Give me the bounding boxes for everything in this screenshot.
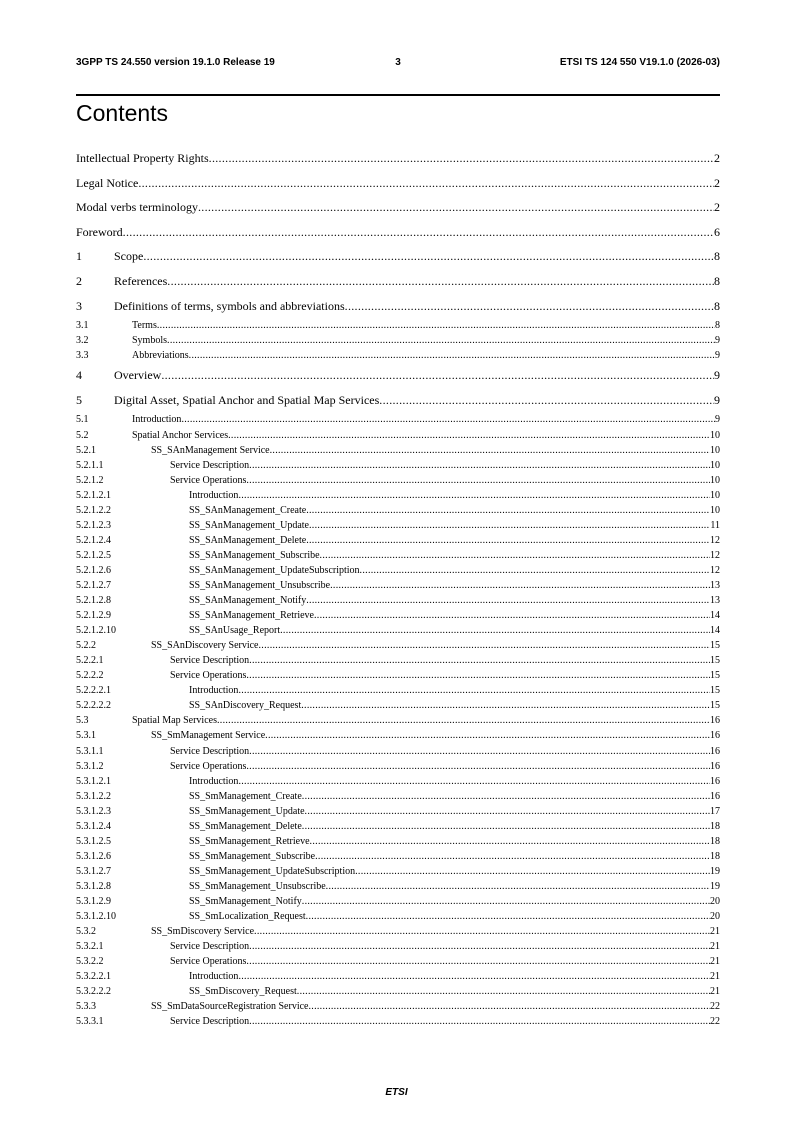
toc-entry[interactable] [76,789,720,804]
toc-entry[interactable] [76,744,720,759]
toc-entry-title: SS_SmManagement_Notify [189,895,302,907]
toc-entry-title: SS_SAnManagement_Unsubscribe [189,580,331,591]
toc-entry-page: 15 [710,700,720,712]
toc-entry-title: SS_SmLocalization_Request [189,911,306,923]
toc-dot-leader [138,171,714,196]
toc-entry-title: SS_SAnManagement_Delete [189,534,307,546]
toc-dot-leader [238,774,710,789]
toc-entry-number: 5.2.1.2.8 [76,595,111,607]
toc-entry-page: 8 [714,249,720,264]
toc-entry-page: 10 [710,429,720,441]
toc-entry-number: 5.2.1.2.6 [76,564,111,576]
toc-entry-page: 16 [710,745,720,757]
toc-dot-leader [217,713,710,728]
toc-entry[interactable] [76,924,720,939]
toc-entry-page: 13 [710,580,720,591]
toc-entry-number: 5.3.1 [76,730,96,742]
toc-entry-number: 4 [76,368,82,383]
toc-entry[interactable] [76,849,720,864]
toc-dot-leader [280,623,710,638]
toc-entry-title: Service Operations [170,760,247,772]
toc-dot-leader [161,363,714,388]
toc-entry-number: 5.3.1.2.6 [76,850,111,862]
toc-entry-title: Service Description [170,745,250,757]
toc-entry-title: Symbols [132,335,168,347]
toc-dot-leader [246,954,710,969]
toc-entry[interactable] [76,969,720,984]
toc-entry[interactable] [76,428,720,443]
toc-dot-leader [238,488,710,503]
toc-entry-title: Introduction [132,414,182,426]
toc-entry-number: 5.3.3 [76,1001,96,1013]
toc-entry-page: 8 [714,298,720,313]
toc-entry[interactable] [76,593,720,608]
toc-entry-page: 6 [714,224,720,239]
toc-dot-leader [379,388,714,413]
toc-entry-title: Service Operations [170,670,247,682]
toc-entry-number: 5.2.1.2.1 [76,489,111,501]
toc-entry-number: 5.2.1.2.5 [76,549,111,561]
toc-entry[interactable] [76,488,720,503]
toc-entry[interactable] [76,984,720,999]
toc-entry-page: 20 [710,911,720,923]
toc-entry-number: 5.3.1.2.5 [76,835,111,847]
toc-dot-leader [198,195,714,220]
toc-entry-page: 13 [710,595,720,607]
toc-entry-title: SS_SAnManagement_Create [189,504,307,516]
toc-entry-page: 8 [714,273,720,288]
toc-entry[interactable] [76,774,720,789]
toc-dot-leader [306,593,710,608]
toc-entry-title: Scope [114,249,144,264]
toc-entry[interactable] [76,894,720,909]
toc-dot-leader [249,744,710,759]
toc-dot-leader [302,894,710,909]
toc-dot-leader [302,789,710,804]
toc-entry[interactable] [76,954,720,969]
toc-entry[interactable] [76,503,720,518]
toc-entry[interactable] [76,363,720,388]
toc-entry-number: 5.3.1.2.3 [76,805,111,817]
toc-entry-number: 5.2.2.2.2 [76,700,111,712]
toc-entry[interactable] [76,548,720,563]
toc-entry-page: 16 [710,760,720,772]
toc-entry-title: SS_SmManagement_Create [189,790,302,802]
toc-entry-page: 9 [715,350,720,362]
toc-entry-page: 10 [710,504,720,516]
toc-entry[interactable] [76,804,720,819]
toc-dot-leader [306,533,710,548]
toc-entry-number: 5.3.1.2.9 [76,895,111,907]
toc-entry-number: 5.3.1.2.1 [76,775,111,787]
toc-dot-leader [143,244,714,269]
toc-entry-page: 10 [710,444,720,456]
toc-entry-title: SS_SAnManagement_UpdateSubscription [189,564,360,576]
toc-entry-title: Spatial Anchor Services [132,429,229,441]
toc-entry-number: 5.3.1.2.7 [76,865,111,877]
toc-entry-page: 22 [710,1001,720,1013]
toc-entry-number: 5.3.2.1 [76,941,104,953]
toc-entry-title: Introduction [189,489,239,501]
toc-entry-number: 5.3.1.2.8 [76,880,111,892]
toc-entry-title: SS_SAnDiscovery_Request [189,700,302,712]
toc-entry[interactable] [76,999,720,1014]
toc-entry-title: SS_SAnManagement Service [151,444,270,456]
toc-entry-number: 3.3 [76,350,89,362]
header-page-number: 3 [395,57,401,68]
toc-entry-number: 5.2.2.2 [76,670,104,682]
toc-entry-page: 21 [710,971,720,983]
toc-dot-leader [249,653,710,668]
toc-entry-number: 5.2.1.2.9 [76,610,111,622]
toc-dot-leader [308,999,710,1014]
toc-entry-page: 21 [710,956,720,968]
toc-entry-page: 16 [710,715,720,727]
toc-entry[interactable] [76,864,720,879]
toc-entry-page: 12 [710,534,720,546]
toc-entry-title: Service Operations [170,474,247,486]
toc-entry-number: 5.3.1.2.2 [76,790,111,802]
toc-dot-leader [305,804,710,819]
toc-dot-leader [270,443,710,458]
toc-dot-leader [249,458,710,473]
toc-entry-title: SS_SAnManagement_Update [189,519,309,531]
toc-entry-number: 5.3.1.1 [76,745,104,757]
toc-entry-page: 2 [714,175,720,190]
toc-entry-page: 12 [710,564,720,576]
toc-entry-title: References [114,273,168,288]
toc-entry-title: Intellectual Property Rights [76,151,209,165]
toc-dot-leader [254,924,710,939]
toc-entry-page: 9 [715,414,720,426]
toc-entry-page: 22 [710,1016,720,1028]
toc-dot-leader [249,939,710,954]
toc-entry[interactable] [76,879,720,894]
toc-entry[interactable] [76,939,720,954]
toc-entry-title: Service Description [170,941,250,953]
toc-entry-number: 1 [76,249,82,264]
toc-entry-page: 14 [710,625,720,637]
toc-dot-leader [297,984,710,999]
toc-dot-leader [314,608,710,623]
toc-entry[interactable] [76,1014,720,1029]
toc-entry[interactable] [76,683,720,698]
toc-entry-title: SS_SAnUsage_Report [189,625,281,637]
toc-entry[interactable] [76,171,720,196]
toc-entry-page: 16 [710,775,720,787]
toc-entry-page: 2 [714,151,720,165]
toc-entry-title: Service Description [170,655,250,667]
toc-entry[interactable] [76,348,720,363]
toc-entry[interactable] [76,294,720,319]
header-spec-version: 3GPP TS 24.550 version 19.1.0 Release 19 [76,57,275,68]
toc-entry-title: SS_SmManagement_Unsubscribe [189,880,326,892]
toc-entry-page: 19 [710,880,720,892]
toc-entry-number: 5.2.1.1 [76,459,104,471]
toc-dot-leader [330,578,710,593]
toc-dot-leader [345,294,714,319]
toc-entry-title: SS_SmManagement_Update [189,805,305,817]
toc-entry[interactable] [76,728,720,743]
toc-entry-title: Service Operations [170,956,247,968]
toc-dot-leader [265,728,710,743]
table-of-contents [76,146,720,1029]
toc-entry-title: Digital Asset, Spatial Anchor and Spatial Map Services [114,392,380,407]
toc-entry-page: 9 [715,335,720,347]
toc-entry-page: 15 [710,640,720,652]
toc-entry-title: SS_SAnManagement_Retrieve [189,610,314,622]
toc-entry-page: 15 [710,685,720,697]
toc-entry-page: 10 [710,459,720,471]
toc-entry-title: SS_SmManagement_Delete [189,820,302,832]
toc-entry-title: Introduction [189,775,239,787]
toc-dot-leader [302,819,710,834]
toc-entry-number: 5.3.2.2.2 [76,986,111,998]
toc-entry-number: 5.2.2 [76,640,96,652]
toc-dot-leader [355,864,710,879]
toc-entry-number: 5.2.1.2.3 [76,519,111,531]
toc-entry-number: 2 [76,273,82,288]
toc-entry-number: 5.2.1.2.4 [76,534,111,546]
toc-entry[interactable] [76,146,720,171]
toc-dot-leader [306,909,710,924]
toc-entry-page: 15 [710,655,720,667]
toc-entry-title: SS_SmManagement Service [151,730,266,742]
toc-entry-number: 5.2.2.2.1 [76,685,111,697]
toc-entry[interactable] [76,578,720,593]
toc-entry-page: 8 [715,320,720,332]
toc-entry-title: SS_SmDataSourceRegistration Service [151,1001,309,1013]
toc-entry-page: 20 [710,895,720,907]
toc-entry-title: SS_SmManagement_Retrieve [189,835,310,847]
toc-entry-number: 5.2.2.1 [76,655,104,667]
toc-entry-title: Overview [114,368,162,383]
toc-entry[interactable] [76,220,720,245]
toc-dot-leader [310,834,710,849]
toc-entry[interactable] [76,713,720,728]
toc-entry-title: SS_SmManagement_Subscribe [189,850,316,862]
toc-dot-leader [360,563,710,578]
toc-entry-number: 3.2 [76,335,89,347]
footer-etsi: ETSI [385,1087,408,1098]
toc-entry-title: Spatial Map Services [132,715,217,727]
toc-dot-leader [315,849,710,864]
toc-entry[interactable] [76,269,720,294]
toc-dot-leader [246,668,710,683]
toc-dot-leader [209,146,714,171]
toc-entry[interactable] [76,623,720,638]
toc-entry[interactable] [76,759,720,774]
toc-entry-title: SS_SAnDiscovery Service [151,640,259,652]
toc-entry-number: 5.3.2 [76,926,96,938]
toc-entry-title: SS_SAnManagement_Subscribe [189,549,320,561]
toc-entry[interactable] [76,668,720,683]
toc-entry-title: Abbreviations [132,350,189,362]
toc-entry-title: SS_SmDiscovery_Request [189,986,297,998]
toc-entry-page: 9 [714,368,720,383]
toc-entry-page: 9 [714,392,720,407]
toc-entry-title: Modal verbs terminology [76,200,198,215]
toc-entry-number: 5.3.1.2.4 [76,820,111,832]
toc-entry[interactable] [76,412,720,427]
toc-dot-leader [167,333,715,348]
toc-entry-number: 5.3.1.2 [76,760,104,772]
toc-entry[interactable] [76,333,720,348]
toc-entry-number: 5.3.2.2.1 [76,971,111,983]
toc-entry-title: SS_SmManagement_UpdateSubscription [189,865,356,877]
toc-entry-page: 17 [710,805,720,817]
toc-entry-page: 18 [710,820,720,832]
toc-dot-leader [301,698,710,713]
toc-entry[interactable] [76,458,720,473]
toc-entry-number: 5.1 [76,414,89,426]
header-rule [76,94,720,96]
toc-entry[interactable] [76,473,720,488]
toc-entry-page: 10 [710,489,720,501]
toc-entry-page: 21 [710,941,720,953]
toc-entry-title: Definitions of terms, symbols and abbreviations [114,298,345,313]
toc-entry-number: 5.3.1.2.10 [76,911,116,923]
toc-entry[interactable] [76,318,720,333]
toc-entry-number: 5.2.1.2.10 [76,625,116,637]
toc-entry-title: SS_SmDiscovery Service [151,926,255,938]
toc-entry-page: 11 [710,519,720,531]
page-header [76,57,720,73]
toc-entry-page: 12 [710,549,720,561]
toc-entry[interactable] [76,388,720,413]
toc-dot-leader [246,473,710,488]
toc-dot-leader [306,503,710,518]
toc-entry[interactable] [76,533,720,548]
toc-entry[interactable] [76,819,720,834]
toc-entry-page: 18 [710,850,720,862]
toc-entry-number: 5.2.1 [76,444,96,456]
toc-entry-number: 5.3.3.1 [76,1016,104,1028]
toc-entry-title: SS_SAnManagement_Notify [189,595,307,607]
toc-entry-page: 21 [710,986,720,998]
toc-entry[interactable] [76,195,720,220]
toc-dot-leader [238,683,710,698]
toc-entry-page: 14 [710,610,720,622]
toc-dot-leader [309,518,710,533]
toc-entry-title: Service Description [170,1016,250,1028]
toc-entry[interactable] [76,909,720,924]
toc-entry-number: 5.2.1.2.2 [76,504,111,516]
toc-entry[interactable] [76,518,720,533]
toc-entry-number: 3 [76,298,82,313]
toc-entry-page: 16 [710,790,720,802]
header-etsi-reference: ETSI TS 124 550 V19.1.0 (2026-03) [559,57,720,68]
page-title: Contents [76,100,169,126]
toc-dot-leader [320,548,710,563]
toc-entry-number: 5.3 [76,715,89,727]
toc-dot-leader [181,412,715,427]
toc-dot-leader [228,428,710,443]
toc-dot-leader [157,318,715,333]
toc-entry-page: 19 [710,865,720,877]
toc-dot-leader [259,638,711,653]
toc-entry-page: 21 [710,926,720,938]
toc-entry-title: Service Description [170,459,250,471]
toc-entry[interactable] [76,653,720,668]
toc-entry-title: Terms [132,320,157,332]
toc-entry[interactable] [76,608,720,623]
toc-entry-page: 16 [710,730,720,742]
toc-entry[interactable] [76,638,720,653]
toc-entry[interactable] [76,563,720,578]
toc-entry-page: 15 [710,670,720,682]
toc-entry-title: Legal Notice [76,175,139,190]
toc-entry-title: Introduction [189,685,239,697]
toc-dot-leader [238,969,710,984]
toc-dot-leader [123,220,714,245]
toc-dot-leader [326,879,710,894]
toc-entry-page: 18 [710,835,720,847]
toc-entry-number: 5.2.1.2 [76,474,104,486]
toc-dot-leader [249,1014,710,1029]
toc-entry[interactable] [76,443,720,458]
toc-entry-title: Introduction [189,971,239,983]
toc-dot-leader [246,759,710,774]
toc-entry-number: 5.2 [76,429,89,441]
toc-entry[interactable] [76,244,720,269]
toc-entry[interactable] [76,698,720,713]
toc-entry-title: Foreword [76,224,123,239]
toc-entry-page: 2 [714,200,720,215]
toc-entry[interactable] [76,834,720,849]
toc-dot-leader [189,348,715,363]
toc-dot-leader [167,269,714,294]
toc-entry-number: 3.1 [76,320,89,332]
toc-entry-number: 5 [76,392,82,407]
toc-entry-number: 5.3.2.2 [76,956,104,968]
toc-entry-page: 10 [710,474,720,486]
toc-entry-number: 5.2.1.2.7 [76,580,111,591]
